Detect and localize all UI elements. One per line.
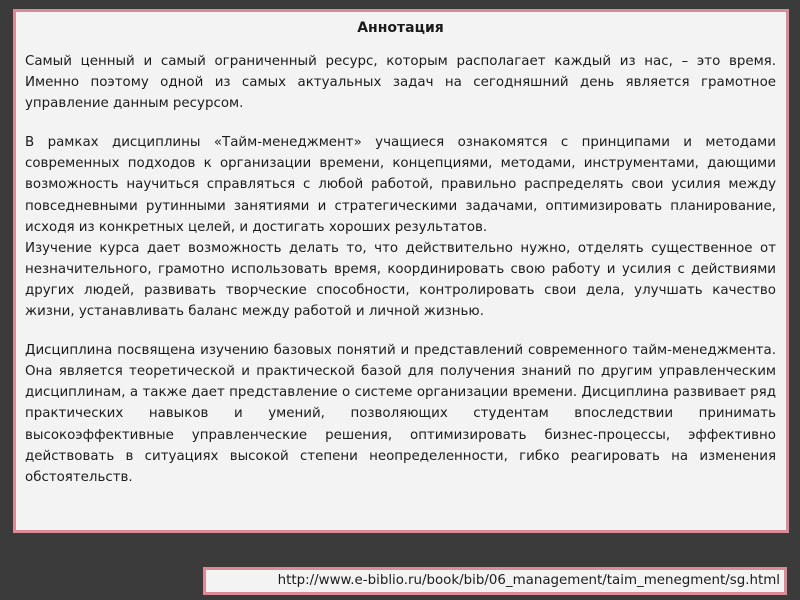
paragraph-intro: Самый ценный и самый ограниченный ресурс, которым располагает каждый из нас, – это время. Именно поэтому одной из самых актуальных задач на сегодняшний день является грамотное управление данным ресурсом.	[25, 54, 776, 112]
slide-title: Аннотация	[357, 20, 444, 36]
paragraph-course-benefits: Изучение курса дает возможность делать то, что действительно нужно, отделять существенное от незначительного, грамотно использовать время, координировать свою работу и усилия с действиями других людей, развивать творческие способности, контролировать свои дела, улучшать качество жизни, устанавливать баланс между работой и личной жизнью.	[25, 240, 776, 320]
paragraph-course-content: В рамках дисциплины «Тайм-менеджмент» учащиеся ознакомятся с принципами и методами современных подходов к организации времени, концепциями, методами, инструментами, дающими возможность научиться справляться с любой работой, правильно распределять свои усилия между повседневными рутинными занятиями и стратегическими задачами, оптимизировать планирование, исходя из конкретных целей, и достигать хороших результатов.	[25, 135, 776, 235]
source-url: http://www.e-biblio.ru/book/bib/06_management/taim_menegment/sg.html	[203, 567, 787, 595]
paragraph-discipline-purpose: Дисциплина посвящена изучению базовых понятий и представлений современного тайм-менеджмента. Она является теоретической и практической базой для получения знаний по другим управленческим дисциплинам, а также дает представление о системе организации времени. Дисциплина развивает ряд практических навыков и умений, позволяющих студентам впоследствии принимать высокоэффективные управленческие решения, оптимизировать бизнес-процессы, эффективно действовать в ситуациях высокой степени неопределенности, гибко реагировать на изменения обстоятельств.	[25, 343, 776, 485]
annotation-card	[13, 9, 789, 533]
